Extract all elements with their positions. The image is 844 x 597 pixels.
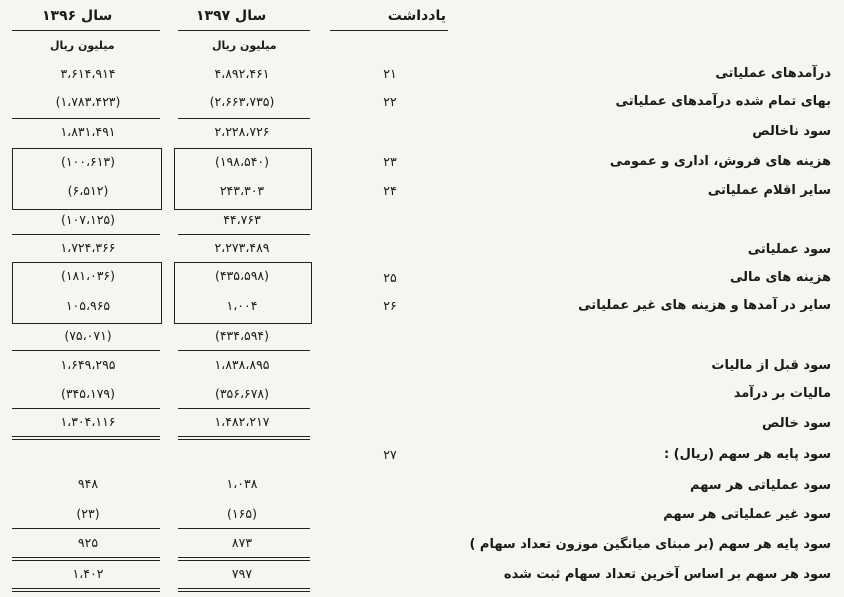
notes-column-header: یادداشت: [387, 8, 446, 24]
value-1397: ۲،۲۷۳،۴۸۹: [214, 240, 270, 255]
subtotal-rule: [178, 234, 310, 235]
value-1396: (۶،۵۱۲): [67, 183, 109, 198]
value-1397: (۳۵۶،۶۷۸): [214, 386, 270, 401]
row-label-nonoperating-eps: سود غیر عملیاتی هر سهم: [663, 507, 831, 522]
row-note: ۲۳: [383, 154, 397, 169]
unit-1396: میلیون ریال: [50, 39, 115, 52]
row-note: ۲۱: [383, 66, 397, 81]
row-label-eps-latest-shares: سود هر سهم بر اساس آخرین تعداد سهام ثبت شده: [503, 567, 831, 582]
row-label-profit-before-tax: سود قبل از مالیات: [711, 358, 831, 373]
row-label-operating-profit: سود عملیاتی: [747, 242, 831, 257]
value-1397: ۸۷۳: [231, 535, 253, 550]
subtotal-rule: [178, 528, 310, 529]
row-label-gross-profit: سود ناخالص: [752, 124, 831, 139]
value-1396: ۳،۶۱۴،۹۱۴: [60, 66, 116, 81]
row-label-other-operating-items: سایر اقلام عملیاتی: [707, 183, 831, 198]
row-label-operating-eps: سود عملیاتی هر سهم: [690, 478, 831, 493]
row-note: ۲۶: [383, 298, 397, 313]
value-1396: ۱،۳۰۴،۱۱۶: [60, 414, 116, 429]
year-1396-header-rule: [12, 30, 160, 31]
value-1396: (۱۸۱،۰۳۶): [60, 268, 116, 283]
row-note: ۲۲: [383, 94, 397, 109]
value-1396: ۹۲۵: [77, 535, 99, 550]
value-1396: (۱،۷۸۳،۴۲۳): [55, 94, 121, 109]
value-1396: (۳۴۵،۱۷۹): [60, 386, 116, 401]
row-label-basic-eps-weighted: سود پایه هر سهم (بر مبنای میانگین موزون تعداد سهام ): [469, 537, 831, 552]
value-1396: (۲۳): [76, 506, 100, 521]
row-note: ۲۷: [383, 447, 397, 462]
row-label-cost-of-revenue: بهای تمام شده درآمدهای عملیاتی: [615, 94, 831, 109]
value-1397: (۱۶۵): [227, 506, 257, 521]
subtotal-rule: [12, 350, 160, 351]
subtotal-rule: [12, 118, 160, 119]
year-1397-header-rule: [178, 30, 310, 31]
subtotal-rule: [12, 528, 160, 529]
value-1397: ۱،۴۸۲،۲۱۷: [214, 414, 270, 429]
total-double-rule: [178, 436, 310, 440]
subtotal-rule: [12, 234, 160, 235]
total-double-rule: [12, 588, 160, 592]
row-label-income-tax: مالیات بر درآمد: [733, 386, 831, 401]
year-1397-header: سال ۱۳۹۷: [196, 8, 267, 24]
value-1397: ۷۹۷: [231, 566, 253, 581]
total-double-rule: [12, 436, 160, 440]
notes-header-rule: [330, 30, 448, 31]
value-1396: ۱،۶۴۹،۲۹۵: [60, 357, 116, 372]
value-1397: (۲،۶۶۳،۷۳۵): [209, 94, 275, 109]
subtotal-rule: [178, 408, 310, 409]
value-1397: ۲،۲۲۸،۷۲۶: [214, 124, 270, 139]
unit-1397: میلیون ریال: [212, 39, 277, 52]
value-1396: ۱،۷۲۴،۳۶۶: [60, 240, 116, 255]
value-1397: ۴،۸۹۲،۴۶۱: [214, 66, 270, 81]
value-1396: ۱،۸۳۱،۴۹۱: [60, 124, 116, 139]
subtotal-rule: [178, 350, 310, 351]
value-1396: ۱،۴۰۲: [72, 566, 104, 581]
value-1397: ۱،۰۳۸: [226, 476, 258, 491]
subtotal-rule: [178, 118, 310, 119]
value-1397: (۴۳۴،۵۹۴): [214, 328, 270, 343]
value-1397: (۱۹۸،۵۴۰): [214, 154, 270, 169]
value-1397: ۲۴۳،۳۰۳: [219, 183, 265, 198]
row-note: ۲۴: [383, 183, 397, 198]
row-label-basic-eps-heading: سود پایه هر سهم (ریال) :: [663, 447, 831, 462]
row-label-finance-costs: هزینه های مالی: [730, 270, 831, 285]
row-label-other-nonoperating: سایر در آمدها و هزینه های غیر عملیاتی: [578, 298, 831, 313]
total-double-rule: [12, 557, 160, 561]
row-note: ۲۵: [383, 270, 397, 285]
value-1397: (۴۳۵،۵۹۸): [214, 268, 270, 283]
value-1397: ۱،۸۳۸،۸۹۵: [214, 357, 270, 372]
value-1396: (۱۰۷،۱۲۵): [60, 212, 116, 227]
row-label-admin-expenses: هزینه های فروش، اداری و عمومی: [609, 154, 831, 169]
row-label-net-profit: سود خالص: [762, 416, 831, 431]
value-1396: (۷۵،۰۷۱): [64, 328, 112, 343]
value-1396: ۹۴۸: [77, 476, 99, 491]
value-1396: ۱۰۵،۹۶۵: [65, 298, 111, 313]
value-1397: ۴۴،۷۶۳: [223, 212, 261, 227]
subtotal-rule: [12, 408, 160, 409]
total-double-rule: [178, 588, 310, 592]
value-1396: (۱۰۰،۶۱۳): [60, 154, 116, 169]
value-1397: ۱،۰۰۴: [226, 298, 258, 313]
row-label-operating-revenue: درآمدهای عملیاتی: [715, 66, 831, 81]
total-double-rule: [178, 557, 310, 561]
year-1396-header: سال ۱۳۹۶: [42, 8, 113, 24]
